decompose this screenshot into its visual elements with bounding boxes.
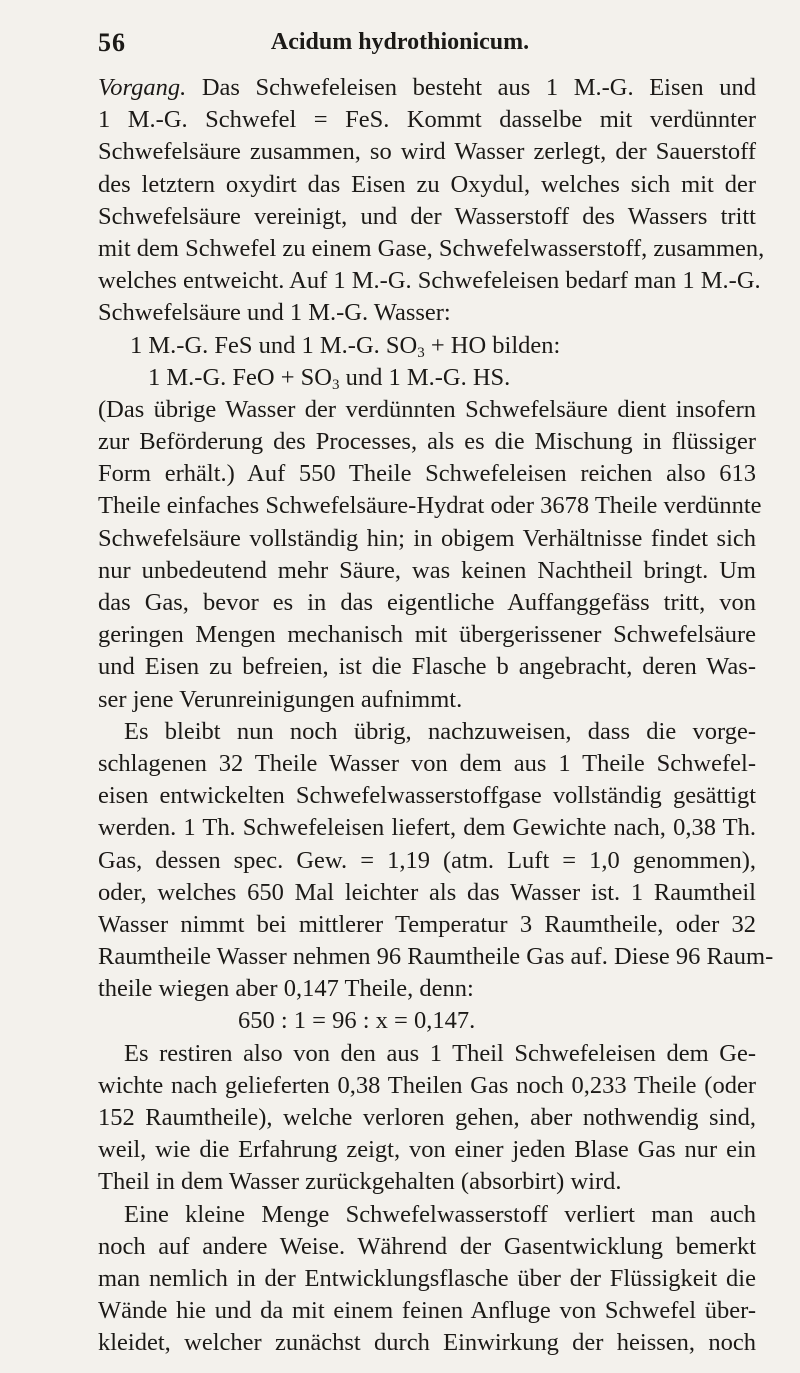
text-line: man nemlich in der Entwicklungsflasche über der Flüssigkeit die: [98, 1264, 756, 1292]
text-line: Schwefelsäure zusammen, so wird Wasser zerlegt, der Sauerstoff: [98, 138, 756, 166]
text-line: Gas, dessen spec. Gew. = 1,19 (atm. Luft = 1,0 genommen),: [98, 846, 756, 874]
text-line: geringen Mengen mechanisch mit übergerissener Schwefelsäure: [98, 621, 756, 649]
text-line: zur Beförderung des Processes, als es die Mischung in flüssiger: [98, 428, 756, 456]
text-line: des letztern oxydirt das Eisen zu Oxydul, welches sich mit der: [98, 170, 756, 198]
text-line: mit dem Schwefel zu einem Gase, Schwefelwasserstoff, zusammen,: [98, 234, 765, 262]
text-line: kleidet, welcher zunächst durch Einwirkung der heissen, noch: [98, 1329, 756, 1357]
text-line: schlagenen 32 Theile Wasser von dem aus 1 Theile Schwefel-: [98, 749, 756, 777]
text-line: ser jene Verunreinigungen aufnimmt.: [98, 685, 463, 713]
text-line: Schwefelsäure und 1 M.-G. Wasser:: [98, 299, 451, 327]
text-line: noch auf andere Weise. Während der Gasentwicklung bemerkt: [98, 1232, 756, 1260]
text-line: weil, wie die Erfahrung zeigt, von einer jeden Blase Gas nur ein: [98, 1136, 756, 1164]
text-line: Wände hie und da mit einem feinen Anfluge von Schwefel über-: [98, 1297, 756, 1325]
text-line: Eine kleine Menge Schwefelwasserstoff verliert man auch: [124, 1200, 756, 1228]
text-line: und Eisen zu befreien, ist die Flasche b angebracht, deren Was-: [98, 653, 756, 681]
page-number: 56: [98, 28, 126, 57]
running-title: Acidum hydrothionicum.: [270, 29, 530, 55]
page-header: [0, 22, 800, 58]
text-line: Theil in dem Wasser zurückgehalten (absorbirt) wird.: [98, 1168, 622, 1196]
formula-line: 1 M.-G. FeS und 1 M.-G. $SO_3$ + HO bilden:: [130, 331, 561, 361]
text-line: theile wiegen aber 0,147 Theile, denn:: [98, 975, 474, 1003]
text-line: Form erhält.) Auf 550 Theile Schwefeleisen reichen also 613: [98, 460, 756, 488]
text-line: Theile einfaches Schwefelsäure-Hydrat oder 3678 Theile verdünnte: [98, 492, 762, 520]
text-line: 1 M.-G. Schwefel = FeS. Kommt dasselbe mit verdünnter: [98, 106, 756, 134]
text-line: Raumtheile Wasser nehmen 96 Raumtheile Gas auf. Diese 96 Raum-: [98, 943, 774, 971]
formula-line: 1 M.-G. FeO + $SO_3$ und 1 M.-G. HS.: [148, 363, 511, 393]
text-line: Es restiren also von den aus 1 Theil Schwefeleisen dem Ge-: [124, 1039, 756, 1067]
formula-line: 650 : 1 = 96 : x = 0,147.: [238, 1007, 476, 1035]
text-line: Wasser nimmt bei mittlerer Temperatur 3 Raumtheile, oder 32: [98, 910, 756, 938]
section-lead: Vorgang.: [98, 74, 187, 101]
body-text: [98, 72, 774, 1360]
text-line: eisen entwickelten Schwefelwasserstoffgase vollständig gesättigt: [98, 782, 756, 810]
text-line: Schwefelsäure vollständig hin; in obigem Verhältnisse findet sich: [98, 524, 756, 552]
text-line: welches entweicht. Auf 1 M.-G. Schwefeleisen bedarf man 1 M.-G.: [98, 267, 761, 295]
text-line: wichte nach gelieferten 0,38 Theilen Gas noch 0,233 Theile (oder: [98, 1071, 756, 1099]
text-line: Vorgang. Das Schwefeleisen besteht aus 1 M.-G. Eisen und: [98, 74, 756, 101]
text-line: werden. 1 Th. Schwefeleisen liefert, dem Gewichte nach, 0,38 Th.: [98, 814, 756, 842]
text-line: 152 Raumtheile), welche verloren gehen, aber nothwendig sind,: [98, 1104, 756, 1131]
text-line: Schwefelsäure vereinigt, und der Wasserstoff des Wassers tritt: [98, 202, 756, 230]
text-line: nur unbedeutend mehr Säure, was keinen Nachtheil bringt. Um: [98, 556, 756, 584]
text-line: das Gas, bevor es in das eigentliche Auffanggefäss tritt, von: [98, 589, 756, 616]
text-line: Es bleibt nun noch übrig, nachzuweisen, dass die vorge-: [124, 717, 756, 745]
text-line: oder, welches 650 Mal leichter als das Wasser ist. 1 Raumtheil: [98, 878, 756, 906]
text-line: (Das übrige Wasser der verdünnten Schwefelsäure dient insofern: [98, 395, 756, 423]
